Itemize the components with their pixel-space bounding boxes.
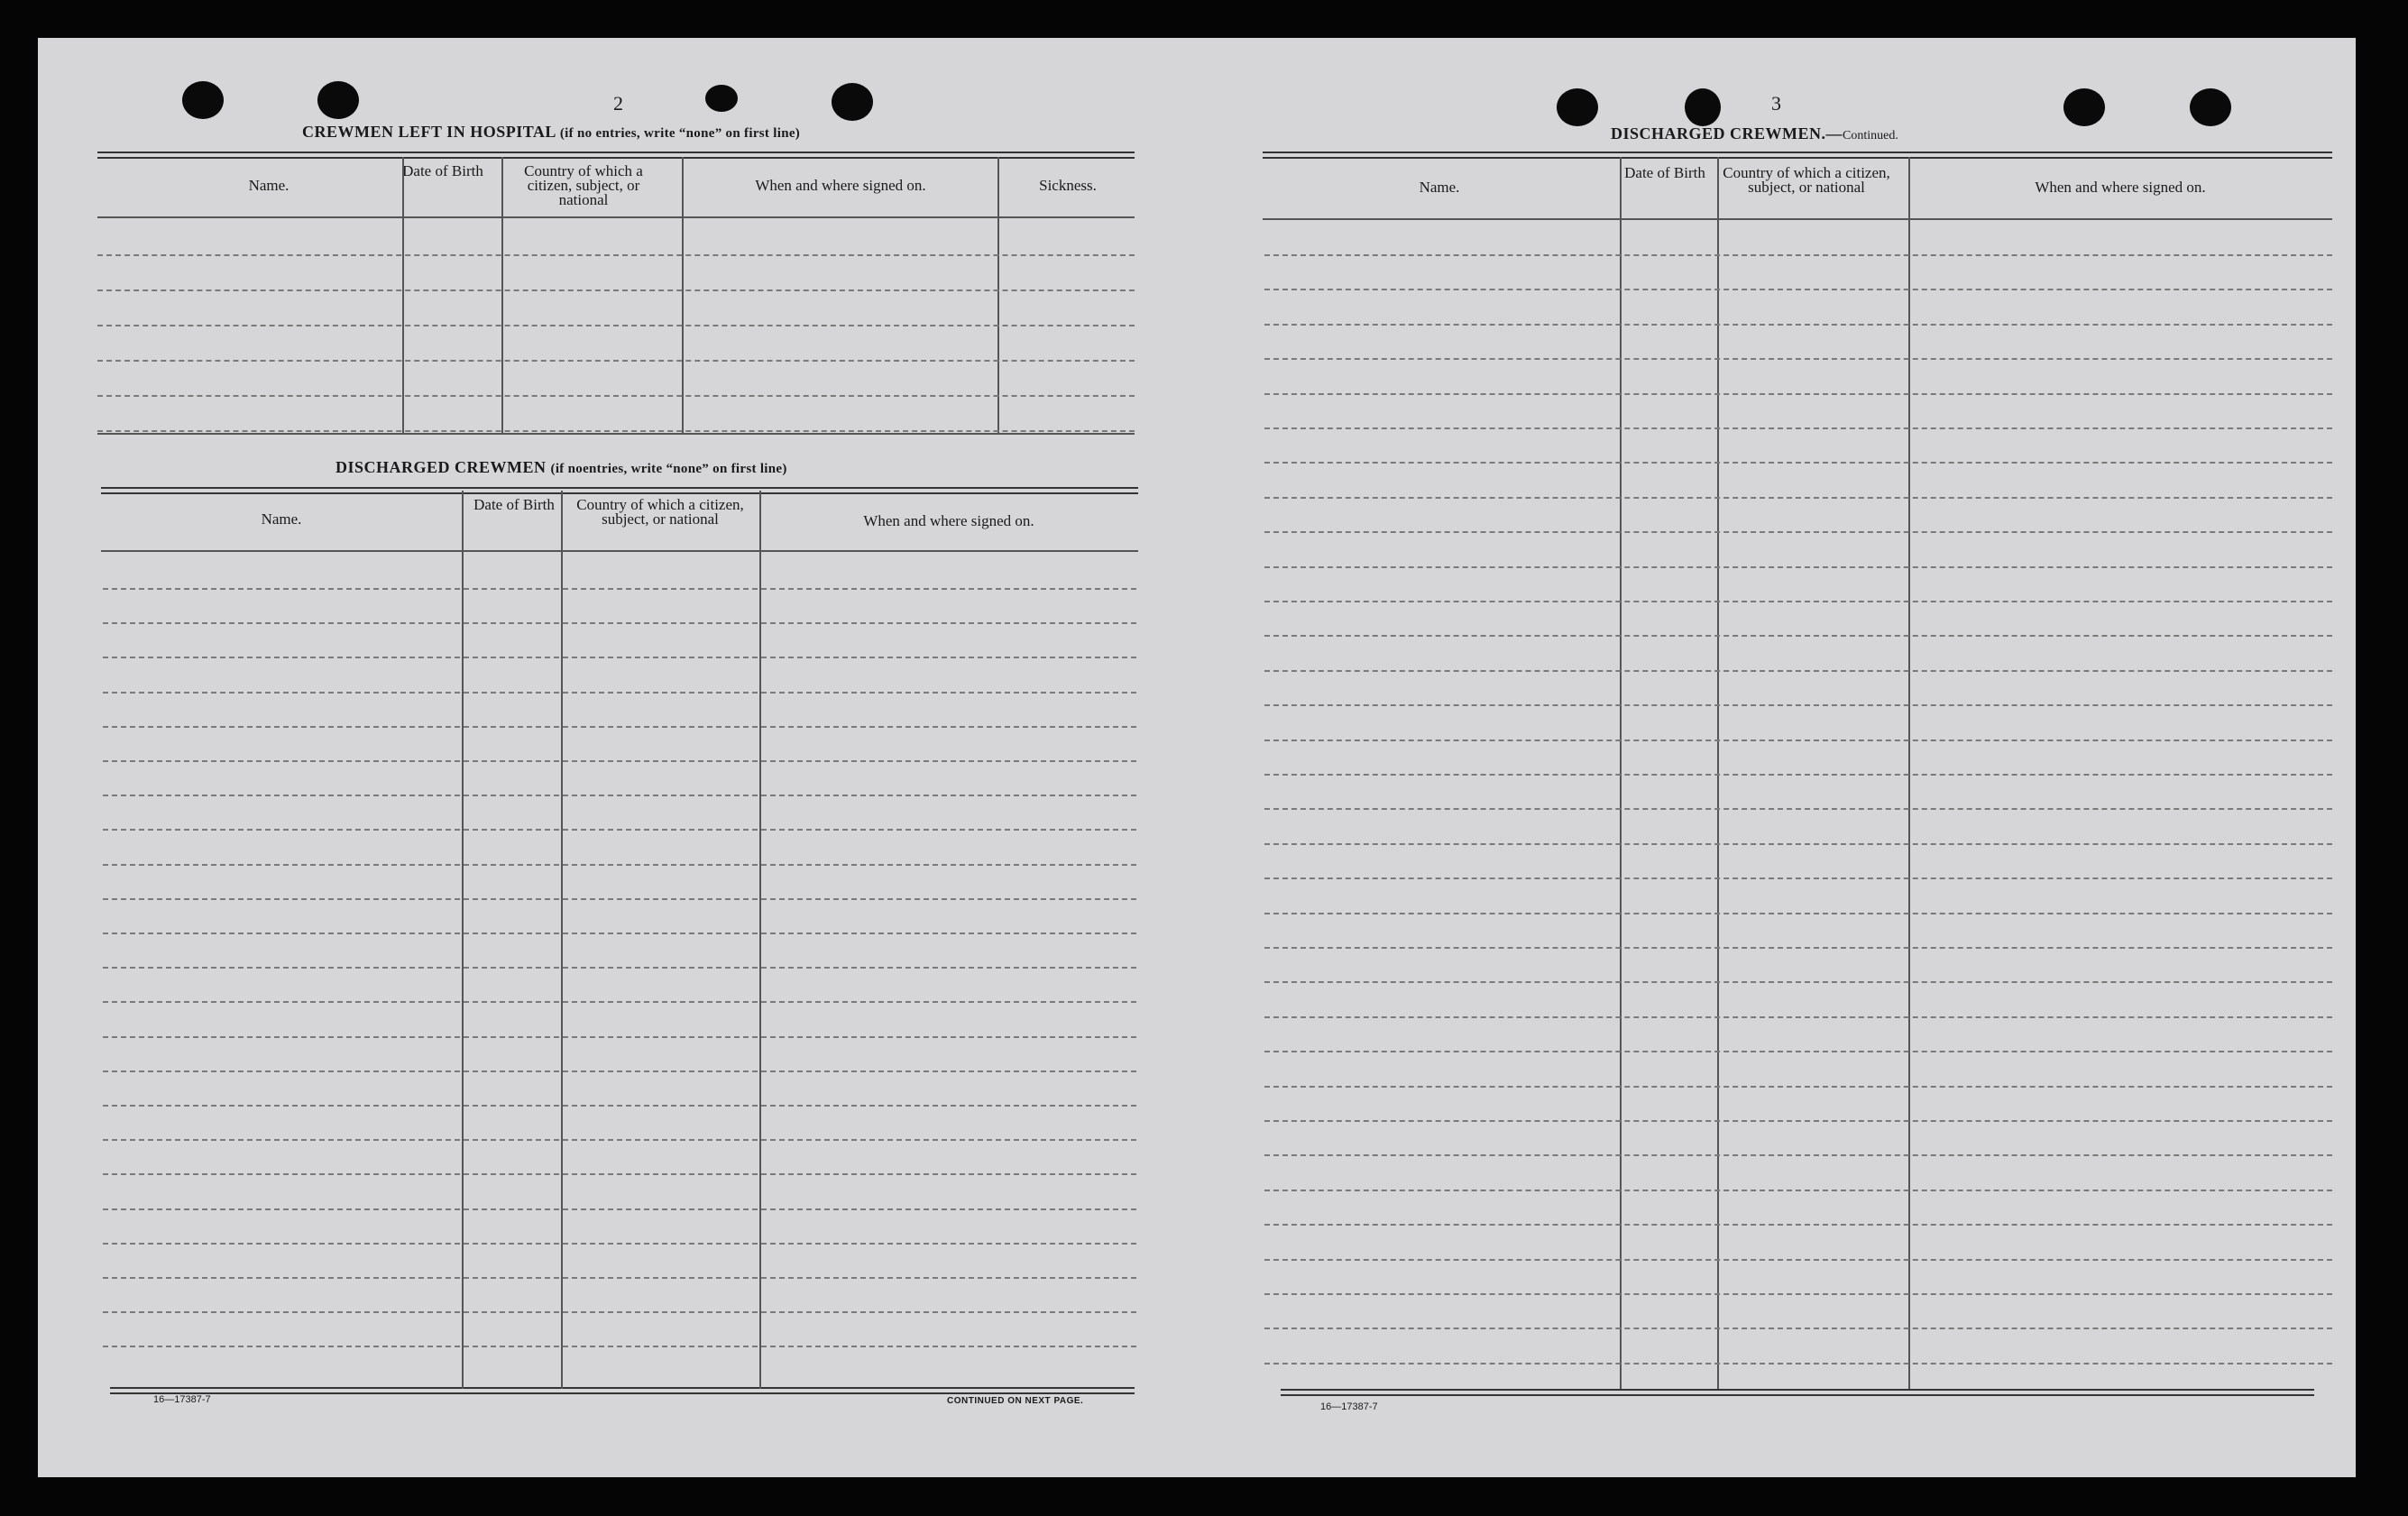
entry-line — [1264, 462, 2332, 464]
hospital-col-divider — [682, 157, 684, 433]
hospital-top-rule — [97, 152, 1135, 159]
hospital-col-name: Name. — [248, 177, 290, 194]
entry-line — [1264, 1328, 2332, 1329]
entry-line — [103, 1001, 1136, 1003]
continued-col-divider — [1908, 157, 1910, 1389]
hospital-col-signed: When and where signed on. — [755, 177, 926, 194]
entry-line — [1264, 1086, 2332, 1088]
entry-line — [103, 967, 1136, 969]
entry-line — [1264, 670, 2332, 672]
entry-line — [1264, 1051, 2332, 1052]
entry-line — [103, 1070, 1136, 1072]
entry-line — [103, 898, 1136, 900]
entry-line — [97, 395, 1135, 397]
discharged-section-title — [335, 458, 787, 477]
hospital-col-dob: Date of Birth — [402, 162, 483, 179]
entry-line — [1264, 740, 2332, 741]
entry-line — [1264, 566, 2332, 568]
discharged-col-country: Country of which a citizen, subject, or national — [576, 496, 744, 528]
entry-line — [1264, 601, 2332, 602]
continued-title: DISCHARGED CREWMEN.— — [1611, 124, 1843, 142]
entry-line — [1264, 1120, 2332, 1122]
punch-hole — [2063, 88, 2105, 126]
entry-line — [1264, 324, 2332, 326]
entry-line — [1264, 1363, 2332, 1364]
entry-line — [103, 588, 1136, 590]
entry-line — [103, 829, 1136, 831]
entry-line — [1264, 843, 2332, 845]
hospital-col-divider — [402, 157, 404, 433]
entry-line — [1264, 1224, 2332, 1226]
continued-bottom-rule — [1281, 1389, 2314, 1396]
continued-title-suffix: Continued. — [1843, 129, 1898, 142]
discharged-col-dob: Date of Birth — [473, 496, 555, 513]
entry-line — [1264, 497, 2332, 499]
entry-line — [103, 657, 1136, 658]
entry-line — [103, 1139, 1136, 1141]
form-number: 16—17387-7 — [1320, 1401, 1378, 1412]
entry-line — [103, 1208, 1136, 1210]
entry-line — [103, 933, 1136, 934]
entry-line — [1264, 254, 2332, 256]
entry-line — [1264, 1154, 2332, 1156]
punch-hole — [705, 85, 738, 112]
discharged-col-divider — [759, 491, 761, 1389]
entry-line — [103, 1346, 1136, 1347]
continued-col-country: Country of which a citizen, subject, or national — [1723, 164, 1890, 196]
entry-line — [1264, 1293, 2332, 1295]
continued-note: CONTINUED ON NEXT PAGE. — [947, 1396, 1084, 1406]
entry-line — [103, 795, 1136, 796]
discharged-header-rule — [101, 550, 1138, 552]
entry-line — [103, 1105, 1136, 1107]
hospital-subtitle: (if no entries, write “none” on first line) — [559, 126, 801, 141]
punch-hole — [182, 81, 224, 119]
page-number: 3 — [1771, 92, 1781, 115]
entry-line — [1264, 774, 2332, 776]
discharged-col-name: Name. — [261, 510, 302, 528]
entry-line — [97, 360, 1135, 362]
hospital-bottom-rule — [97, 433, 1135, 435]
entry-line — [97, 325, 1135, 326]
continued-col-name: Name. — [1419, 179, 1460, 196]
punch-hole — [1557, 88, 1598, 126]
entry-line — [1264, 427, 2332, 429]
punch-hole — [2190, 88, 2231, 126]
entry-line — [97, 289, 1135, 291]
punch-hole — [1685, 88, 1721, 126]
entry-line — [103, 726, 1136, 728]
entry-line — [1264, 981, 2332, 983]
entry-line — [103, 760, 1136, 762]
entry-line — [1264, 808, 2332, 810]
entry-line — [1264, 1190, 2332, 1191]
punch-hole — [832, 83, 873, 121]
entry-line — [1264, 704, 2332, 706]
entry-line — [1264, 1259, 2332, 1261]
continued-top-rule — [1263, 152, 2332, 159]
entry-line — [1264, 289, 2332, 290]
hospital-col-country: Country of which a citizen, subject, or national — [524, 162, 643, 208]
discharged-title: DISCHARGED CREWMEN — [335, 458, 547, 476]
page-number: 2 — [613, 92, 623, 115]
entry-line — [103, 622, 1136, 624]
continued-col-signed: When and where signed on. — [2035, 179, 2206, 196]
hospital-title: CREWMEN LEFT IN HOSPITAL — [302, 123, 556, 141]
entry-line — [97, 254, 1135, 256]
entry-line — [1264, 877, 2332, 879]
continued-header-rule — [1263, 218, 2332, 220]
entry-line — [1264, 947, 2332, 949]
entry-line — [1264, 393, 2332, 395]
hospital-header-rule — [97, 216, 1135, 218]
form-number: 16—17387-7 — [153, 1394, 211, 1405]
entry-line — [103, 1243, 1136, 1245]
discharged-col-divider — [462, 491, 464, 1389]
continued-col-divider — [1717, 157, 1719, 1389]
hospital-col-divider — [997, 157, 999, 433]
continued-col-dob: Date of Birth — [1624, 164, 1705, 181]
entry-line — [103, 1311, 1136, 1313]
hospital-col-divider — [501, 157, 503, 433]
discharged-subtitle: (if noentries, write “none” on first line) — [550, 462, 787, 476]
entry-line — [103, 1173, 1136, 1175]
entry-line — [1264, 358, 2332, 360]
continued-section-title — [1611, 124, 1898, 143]
entry-line — [1264, 635, 2332, 637]
entry-line — [1264, 531, 2332, 533]
entry-line — [103, 692, 1136, 694]
entry-line — [103, 864, 1136, 866]
entry-line — [103, 1277, 1136, 1279]
hospital-col-sickness: Sickness. — [1039, 177, 1097, 194]
discharged-bottom-rule — [110, 1387, 1135, 1394]
entry-line — [97, 430, 1135, 432]
continued-col-divider — [1620, 157, 1622, 1389]
discharged-top-rule — [101, 487, 1138, 494]
discharged-col-signed: When and where signed on. — [863, 512, 1034, 529]
punch-hole — [317, 81, 359, 119]
entry-line — [1264, 913, 2332, 914]
discharged-col-divider — [561, 491, 563, 1389]
hospital-section-title — [302, 123, 800, 142]
entry-line — [103, 1036, 1136, 1038]
entry-line — [1264, 1016, 2332, 1018]
form-sheet — [38, 38, 2356, 1477]
